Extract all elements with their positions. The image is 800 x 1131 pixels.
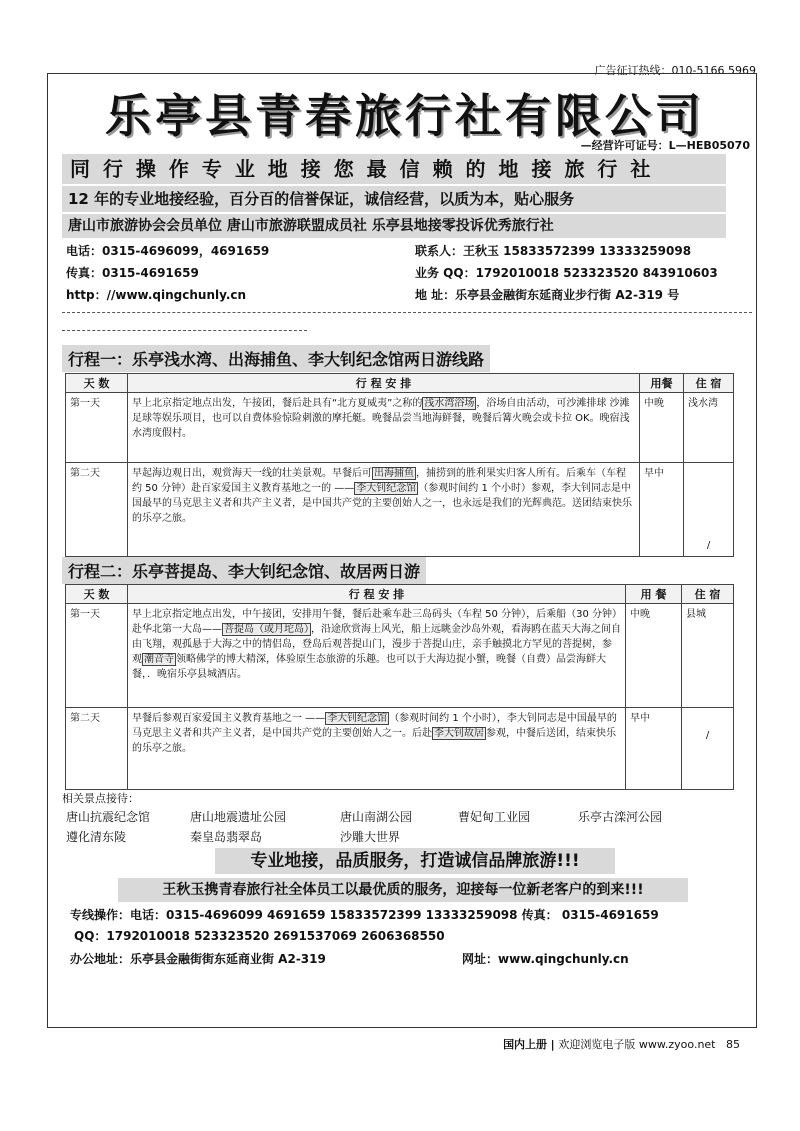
ad-hotline: 广告征订热线：010-5166 5969 bbox=[594, 64, 756, 77]
table-row bbox=[66, 393, 734, 463]
office-address: 办公地址：乐亭县金融街街东延商业街 A2-319 bbox=[70, 952, 326, 966]
slogan-experience: 12 年的专业地接经验，百分百的信誉保证，诚信经营，以质为本，贴心服务 bbox=[62, 186, 726, 212]
col-meal: 用餐 bbox=[640, 374, 684, 393]
footer-welcome[interactable]: 欢迎浏览电子版 www.zyoo.net bbox=[558, 1038, 716, 1051]
highlight-spot: 出海捕鱼 bbox=[374, 468, 414, 479]
website-link[interactable]: 网址：www.qingchunly.cn bbox=[462, 952, 629, 966]
contact-person: 联系人：王秋玉 15833572399 13333259098 bbox=[415, 244, 692, 258]
table-row bbox=[66, 708, 734, 790]
page-footer bbox=[503, 1036, 740, 1052]
route1-table bbox=[65, 373, 734, 557]
day-schedule: 早上北京指定地点出发，午接团，餐后赴具有“北方夏威夷”之称的 浅水湾浴场 ，浴场自由活动，可沙滩排球 沙滩足球等娱乐项目，也可以自费体验惊险刺激的摩托艇。晚餐品尝当地海鲜餐，晚餐后篝火晚会或卡拉 OK。晚宿浅水湾度假村。 bbox=[128, 393, 640, 463]
table-row bbox=[66, 604, 734, 708]
spot-item: 遵化清东陵 bbox=[66, 830, 127, 844]
highlight-spot: 菩提岛（或月坨岛） bbox=[224, 624, 309, 635]
stay-value: 县城 bbox=[682, 604, 734, 708]
highlight-spot: 潮音寺 bbox=[144, 654, 174, 665]
stay-value: 浅水湾 bbox=[684, 393, 734, 463]
table-header-row bbox=[66, 585, 734, 604]
col-schedule: 行 程 安 排 bbox=[128, 585, 626, 604]
contact-fax: 传真：0315-4691659 bbox=[66, 266, 199, 280]
contact-phone: 电话：0315-4696099，4691659 bbox=[66, 244, 270, 258]
stay-value: / bbox=[682, 708, 734, 790]
meal-value: 早中 bbox=[640, 463, 684, 557]
company-title: 乐亭县青春旅行社有限公司 bbox=[105, 89, 705, 143]
day-label: 第二天 bbox=[66, 463, 128, 557]
route2-table bbox=[65, 584, 734, 790]
highlight-spot: 浅水湾浴场 bbox=[424, 398, 475, 409]
spot-item: 乐亭古滦河公园 bbox=[578, 810, 663, 824]
day-schedule: 早起海边观日出，观赏海天一线的壮美景观。早餐后可 出海捕鱼 ，捕捞到的胜利果实归客人所有。后乘车（车程约 50 分钟）赴百家爱国主义教育基地之一的 —— 李大钊纪念馆 （参观时间约 1 个小时）参观，李大钊同志是中国最早的马克思主义者和共产主义者，是中国共产党的主要创始人之一，也永远是我们的光辉典范。送团结束快乐的乐亭之旅。 bbox=[128, 463, 640, 557]
col-day: 天 数 bbox=[66, 585, 128, 604]
spot-item: 唐山抗震纪念馆 bbox=[66, 810, 151, 824]
closing-slogan: 专业地接，品质服务，打造诚信品牌旅游!!! bbox=[215, 848, 615, 874]
footer-divider: | bbox=[550, 1038, 559, 1051]
day-label: 第二天 bbox=[66, 708, 128, 790]
divider-dashed-short bbox=[62, 330, 307, 331]
col-meal: 用 餐 bbox=[626, 585, 682, 604]
contact-address: 地 址：乐亭县金融街东延商业步行街 A2-319 号 bbox=[415, 288, 680, 302]
spot-item: 曹妃甸工业园 bbox=[458, 810, 531, 824]
page-number: 85 bbox=[726, 1038, 740, 1051]
divider-dashed bbox=[62, 312, 752, 313]
spots-header: 相关景点接待： bbox=[62, 792, 139, 805]
spot-item: 唐山南湖公园 bbox=[340, 810, 413, 824]
day-schedule: 早餐后参观百家爱国主义教育基地之一 —— 李大钊纪念馆 （参观时间约 1 个小时），李大钊同志是中国最早的马克思主义者和共产主义者，是中国共产党的主要创始人之一。后赴 李大钊故居 参观，中餐后送团，结束快乐的乐亭之旅。 bbox=[128, 708, 626, 790]
day-schedule: 早上北京指定地点出发，中午接团，安排用午餐，餐后赴乘车赴三岛码头（车程 50 分钟），后乘船（30 分钟）赴华北第一大岛—— 菩提岛（或月坨岛） ，沿途欣赏海上风光，船上远眺金沙岛外观，看海鸥在蓝天大海之间自由飞翔，观孤悬于大海之中的情侣岛，登岛后观菩提山门，漫步于菩提山庄，亲手触摸北方罕见的菩提树，参观 潮音寺 领略佛学的博大精深，体验原生态旅游的乐趣。也可以于大海边捉小蟹，晚餐（自费）品尝海鲜大餐，．晚宿乐亭县城酒店。 bbox=[128, 604, 626, 708]
closing-welcome: 王秋玉携青春旅行社全体员工以最优质的服务，迎接每一位新老客户的到来!!! bbox=[118, 878, 688, 902]
col-stay: 住 宿 bbox=[684, 374, 734, 393]
ops-line: 专线操作：电话：0315-4696099 4691659 15833572399 13333259098 传真： 0315-4691659 bbox=[70, 908, 659, 922]
table-header-row bbox=[66, 374, 734, 393]
route1-title: 行程一：乐亭浅水湾、出海捕鱼、李大钊纪念馆两日游线路 bbox=[62, 345, 490, 372]
col-schedule: 行 程 安 排 bbox=[128, 374, 640, 393]
highlight-spot: 李大钊纪念馆 bbox=[356, 483, 417, 494]
spot-item: 沙雕大世界 bbox=[340, 830, 401, 844]
contact-website[interactable]: http：//www.qingchunly.cn bbox=[66, 288, 247, 302]
license-number: —经营许可证号：L—HEB05070 bbox=[580, 139, 750, 152]
footer-section: 国内上册 bbox=[503, 1038, 548, 1051]
spot-item: 唐山地震遗址公园 bbox=[190, 810, 287, 824]
highlight-spot: 李大钊故居 bbox=[434, 728, 484, 739]
spot-item: 秦皇岛翡翠岛 bbox=[190, 830, 263, 844]
col-stay: 住 宿 bbox=[682, 585, 734, 604]
highlight-spot: 李大钊纪念馆 bbox=[327, 713, 388, 724]
slogan-membership: 唐山市旅游协会会员单位 唐山市旅游联盟成员社 乐亭县地接零投诉优秀旅行社 bbox=[62, 214, 726, 238]
slogan-main: 同 行 操 作 专 业 地 接 您 最 信 赖 的 地 接 旅 行 社 bbox=[62, 154, 726, 184]
meal-value: 早中 bbox=[626, 708, 682, 790]
qq-line: QQ：1792010018 523323520 2691537069 2606368550 bbox=[74, 929, 445, 943]
day-label: 第一天 bbox=[66, 604, 128, 708]
meal-value: 中晚 bbox=[640, 393, 684, 463]
route2-title: 行程二：乐亭菩提岛、李大钊纪念馆、故居两日游 bbox=[62, 557, 426, 584]
col-day: 天 数 bbox=[66, 374, 128, 393]
stay-value: / bbox=[684, 463, 734, 557]
meal-value: 中晚 bbox=[626, 604, 682, 708]
contact-qq: 业务 QQ：1792010018 523323520 843910603 bbox=[415, 266, 718, 280]
day-label: 第一天 bbox=[66, 393, 128, 463]
table-row bbox=[66, 463, 734, 557]
